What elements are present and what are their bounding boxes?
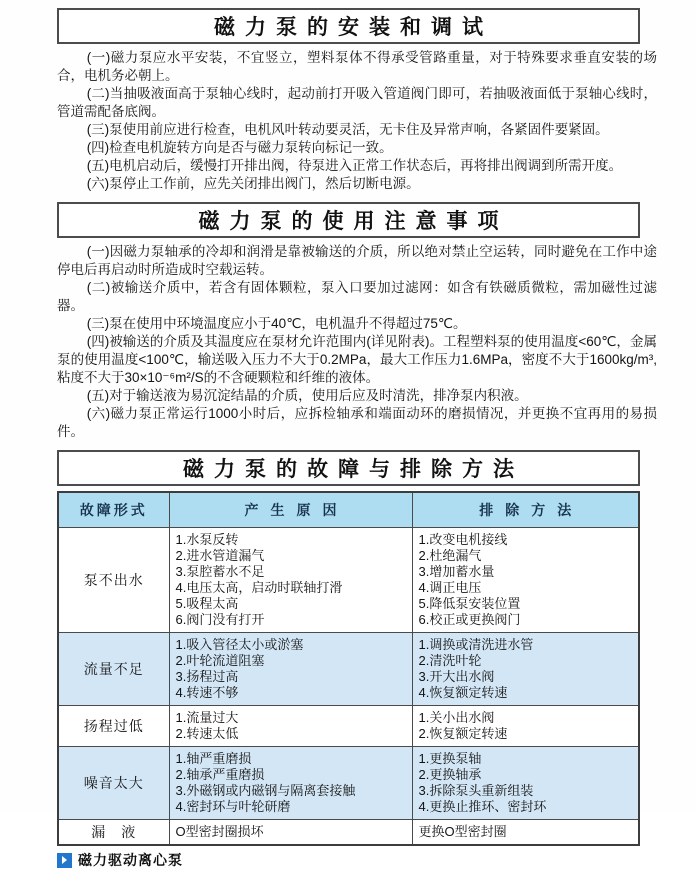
causes-cell — [169, 820, 412, 846]
cause-item: 1.水泵反转 — [175, 532, 239, 547]
paragraph: (一)因磁力泵轴承的冷却和润滑是靠被输送的介质，所以绝对禁止空运转，同时避免在工作中途停电后再启动时所造成时空载运转。 — [57, 244, 657, 277]
causes-cell — [169, 528, 412, 633]
cause-item: O型密封圈损坏 — [175, 824, 264, 839]
section-title-text: 磁力泵的故障与排除方法 — [183, 458, 524, 481]
cause-item: 2.进水管道漏气 — [175, 548, 265, 563]
fault-cell: 流量不足 — [58, 633, 169, 706]
solutions-cell — [412, 706, 639, 747]
solution-item: 3.增加蓄水量 — [418, 564, 495, 579]
cause-item: 4.转速不够 — [175, 685, 239, 700]
solution-item: 1.改变电机接线 — [418, 532, 508, 547]
section-body-installation — [57, 49, 657, 193]
cause-item: 4.密封环与叶轮研磨 — [175, 799, 291, 814]
paragraph: (六)磁力泵正常运行1000小时后，应拆检轴承和端面动环的磨损情况，并更换不宜再用的易损件。 — [57, 406, 657, 439]
paragraph: (五)电机启动后，缓慢打开排出阀，待泵进入正常工作状态后，再将排出阀调到所需开度。 — [86, 158, 623, 173]
table-row — [58, 747, 639, 820]
solution-item: 6.校正或更换阀门 — [418, 612, 521, 627]
solution-item: 4.调正电压 — [418, 580, 482, 595]
paragraph: (三)泵在使用中环境温度应小于40℃，电机温升不得超过75℃。 — [86, 316, 467, 331]
table-row — [58, 820, 639, 846]
solution-item: 2.清洗叶轮 — [418, 653, 482, 668]
cause-item: 2.转速太低 — [175, 726, 239, 741]
causes-cell — [169, 633, 412, 706]
cause-item: 2.轴承严重磨损 — [175, 767, 265, 782]
solution-item: 2.杜绝漏气 — [418, 548, 482, 563]
cause-item: 2.叶轮流道阻塞 — [175, 653, 265, 668]
table-row — [58, 706, 639, 747]
cause-item: 3.外磁钢或内磁钢与隔离套接触 — [175, 783, 356, 798]
fault-cell: 扬程过低 — [58, 706, 169, 747]
solution-item: 5.降低泵安装位置 — [418, 596, 521, 611]
table-row — [58, 633, 639, 706]
solutions-cell — [412, 633, 639, 706]
solution-item: 2.更换轴承 — [418, 767, 482, 782]
fault-cell: 漏 液 — [58, 820, 169, 846]
troubleshooting-table — [57, 491, 640, 846]
paragraph: (二)当抽吸液面高于泵轴心线时，起动前打开吸入管道阀门即可，若抽吸液面低于泵轴心线时，管道需配备底阀。 — [57, 86, 657, 119]
solution-item: 4.更换止推环、密封环 — [418, 799, 547, 814]
pump-logo-icon — [57, 853, 72, 868]
solution-item: 3.开大出水阀 — [418, 669, 495, 684]
cause-item: 5.吸程太高 — [175, 596, 239, 611]
cause-item: 1.轴严重磨损 — [175, 751, 252, 766]
paragraph: (三)泵使用前应进行检查，电机风叶转动要灵活，无卡住及异常声响，各紧固件要紧固。 — [86, 122, 609, 137]
section-title-installation — [57, 8, 640, 44]
table-header-row — [58, 492, 639, 528]
solution-item: 1.关小出水阀 — [418, 710, 495, 725]
cause-item: 1.流量过大 — [175, 710, 239, 725]
paragraph: (二)被输送介质中，若含有固体颗粒，泵入口要加过滤网：如含有铁磁质微粒，需加磁性过滤器。 — [57, 280, 657, 313]
paragraph: (六)泵停止工作前，应先关闭排出阀门，然后切断电源。 — [86, 176, 420, 191]
brand-logo — [57, 850, 657, 870]
causes-cell — [169, 747, 412, 820]
causes-cell — [169, 706, 412, 747]
cause-item: 3.泵腔蓄水不足 — [175, 564, 265, 579]
paragraph: (四)检查电机旋转方向是否与磁力泵转向标记一致。 — [86, 140, 393, 155]
paragraph: (五)对于输送液为易沉淀结晶的介质，使用后应及时清洗，排净泵内积液。 — [86, 388, 528, 403]
header-solutions: 排除方法 — [412, 492, 639, 528]
table-row — [58, 528, 639, 633]
solution-item: 3.拆除泵头重新组装 — [418, 783, 534, 798]
solutions-cell — [412, 528, 639, 633]
paragraph: (一)磁力泵应水平安装，不宜竖立，塑料泵体不得承受管路重量，对于特殊要求垂直安装的场合，电机务必朝上。 — [57, 50, 657, 83]
section-title-troubleshooting — [57, 450, 640, 486]
solutions-cell — [412, 747, 639, 820]
solutions-cell — [412, 820, 639, 846]
solution-item: 1.更换泵轴 — [418, 751, 482, 766]
section-body-precautions — [57, 243, 657, 441]
fault-cell: 噪音太大 — [58, 747, 169, 820]
cause-item: 1.吸入管径太小或淤塞 — [175, 637, 304, 652]
solution-item: 更换O型密封圈 — [418, 824, 507, 839]
section-title-text: 磁力泵的安装和调试 — [214, 16, 493, 39]
header-causes: 产生原因 — [169, 492, 412, 528]
cause-item: 3.扬程过高 — [175, 669, 239, 684]
fault-cell: 泵不出水 — [58, 528, 169, 633]
section-title-precautions — [57, 202, 640, 238]
paragraph: (四)被输送的介质及其温度应在泵材允许范围内(详见附表)。工程塑料泵的使用温度<60℃，金属泵的使用温度<100℃，输送吸入压力不大于0.2MPa，最大工作压力1.6MPa，密度不大于1600kg/m³,粘度不大于30×10⁻⁶m²/S的不含硬颗粒和纤维的液体。 — [57, 334, 657, 385]
solution-item: 2.恢复额定转速 — [418, 726, 508, 741]
brand-name: 磁力驱动离心泵 — [78, 852, 183, 868]
solution-item: 4.恢复额定转速 — [418, 685, 508, 700]
header-fault-type: 故障形式 — [58, 492, 169, 528]
section-title-text: 磁力泵的使用注意事项 — [198, 210, 509, 233]
solution-item: 1.调换或清洗进水管 — [418, 637, 534, 652]
cause-item: 6.阀门没有打开 — [175, 612, 265, 627]
document-content — [57, 8, 657, 846]
cause-item: 4.电压太高，启动时联轴打滑 — [175, 580, 343, 595]
